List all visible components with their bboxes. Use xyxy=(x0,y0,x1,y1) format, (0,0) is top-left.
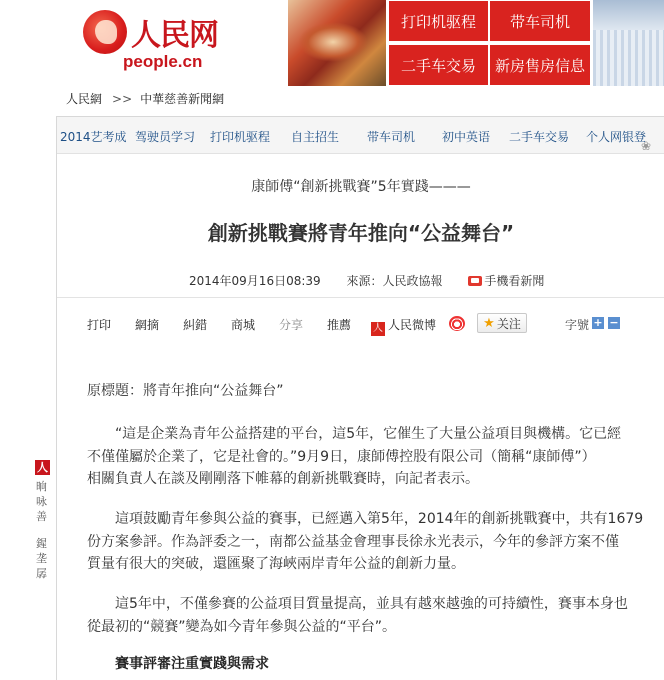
people-logo-small-icon: 人 xyxy=(37,461,48,474)
sina-weibo-icon[interactable] xyxy=(449,316,465,331)
mobile-view-link[interactable] xyxy=(468,274,544,288)
article-kicker: 康師傅“創新挑戰賽”5年實踐——— xyxy=(251,179,471,195)
subnav-item-chauffeur[interactable]: 带车司机 xyxy=(367,130,416,144)
ad-image-factory[interactable] xyxy=(593,0,664,86)
share-bar-char: 咏 xyxy=(36,495,47,508)
subnav-item-driver-study[interactable]: 驾驶员学习 xyxy=(135,130,196,144)
paragraph-line: 從最初的“競賽”變為如今青年參與公益的“平台”。 xyxy=(87,618,397,635)
ad-chauffeur[interactable]: 带车司机 xyxy=(490,1,590,41)
subnav-item-english[interactable]: 初中英语 xyxy=(442,130,491,144)
original-title: 原標題：將青年推向“公益舞台” xyxy=(87,383,284,399)
breadcrumb-home[interactable]: 人民網 xyxy=(66,92,103,106)
subnav-item-admission[interactable]: 自主招生 xyxy=(291,130,340,144)
star-icon: ★ xyxy=(483,315,495,331)
recommend-button[interactable]: 推薦 xyxy=(327,318,352,332)
paragraph-line: 這5年中，不僅參賽的公益項目質量提高，並具有越來越強的可持續性，賽事本身也 xyxy=(115,596,628,612)
paragraph-line: 質量有很大的突破，還匯聚了海峽兩岸青年公益的創新力量。 xyxy=(87,556,465,572)
article-toolbar xyxy=(57,316,664,338)
paragraph-line: 這項鼓勵青年參與公益的賽事，已經邁入第5年，2014年的創新挑戰賽中，共有1679 xyxy=(115,511,644,527)
article-frame xyxy=(56,116,664,680)
share-bar-char: 晌 xyxy=(36,480,47,493)
paragraph xyxy=(87,508,647,576)
ad-used-car[interactable]: 二手车交易 xyxy=(389,45,488,85)
font-size-increase-button[interactable]: + xyxy=(593,316,603,329)
sub-navigation xyxy=(57,117,664,154)
font-size-label: 字號 xyxy=(565,318,590,332)
site-header xyxy=(0,0,664,86)
article-source: 來源：人民政協報 xyxy=(346,274,443,288)
share-button[interactable]: 分享 xyxy=(279,318,304,332)
paragraph xyxy=(87,593,647,638)
subnav-item-used-car[interactable]: 二手车交易 xyxy=(509,130,570,144)
share-bar-char: 善 xyxy=(36,510,47,523)
subnav-item-online-bank[interactable]: 个人网银登 xyxy=(586,130,647,144)
subnav-item-art-exam[interactable]: 2014艺考成 xyxy=(60,130,127,144)
share-bar-char: 孱 xyxy=(36,567,47,580)
people-weibo-button[interactable] xyxy=(371,316,436,336)
font-size-decrease-button[interactable]: − xyxy=(609,316,619,329)
breadcrumb-current[interactable]: 中華慈善新聞網 xyxy=(140,92,225,106)
print-button[interactable]: 打印 xyxy=(87,318,112,332)
paragraph-line: 相關負責人在談及剛剛落下帷幕的創新挑戰賽時，向記者表示。 xyxy=(87,471,479,487)
ad-image-food[interactable] xyxy=(288,0,386,86)
paragraph-line: 不僅僅屬於企業了，它是社會的。”9月9日，康師傅控股有限公司（簡稱“康師傅”） xyxy=(87,448,596,465)
logo-emblem-icon xyxy=(83,10,127,54)
article-title: 創新挑戰賽將青年推向“公益舞台” xyxy=(207,221,515,245)
subnav-item-printer-driver[interactable]: 打印机驱程 xyxy=(210,130,271,144)
people-weibo-label: 人民微博 xyxy=(388,318,437,332)
ad-printer-driver[interactable]: 打印机驱程 xyxy=(389,1,488,41)
breadcrumb xyxy=(66,90,224,107)
article-meta xyxy=(189,272,544,289)
paragraph-line: “這是企業為青年公益搭建的平台，這5年，它催生了大量公益項目與機構。它已經 xyxy=(115,426,622,442)
shop-button[interactable]: 商城 xyxy=(231,318,256,332)
breadcrumb-separator: >> xyxy=(112,92,133,106)
floating-share-bar[interactable] xyxy=(33,460,51,580)
people-logo[interactable] xyxy=(83,8,223,72)
paragraph-line: 份方案參評。作為評委之一，南都公益基金會理事長徐永光表示，今年的參評方案不僅 xyxy=(87,533,619,550)
follow-label: 关注 xyxy=(496,316,521,331)
paragraph xyxy=(87,423,647,491)
mobile-view-label: 手機看新聞 xyxy=(484,274,545,288)
mobile-icon xyxy=(468,276,482,286)
ad-new-house[interactable]: 新房售房信息 xyxy=(490,45,590,85)
section-subheading: 賽事評審注重實踐與需求 xyxy=(115,656,269,672)
share-bar-char: 鍟 xyxy=(36,537,47,550)
report-error-button[interactable]: 糾錯 xyxy=(183,318,208,332)
logo-text-en: people.cn xyxy=(123,52,203,71)
paw-icon: ❀ xyxy=(641,139,652,153)
people-weibo-icon: 人 xyxy=(373,323,383,334)
publish-date: 2014年09月16日08:39 xyxy=(189,274,321,288)
divider xyxy=(57,297,664,298)
follow-button[interactable] xyxy=(477,313,527,333)
bookmark-button[interactable]: 網摘 xyxy=(135,318,160,332)
logo-text-cn: 人民网 xyxy=(131,18,218,53)
share-bar-char: 垄 xyxy=(36,552,47,565)
